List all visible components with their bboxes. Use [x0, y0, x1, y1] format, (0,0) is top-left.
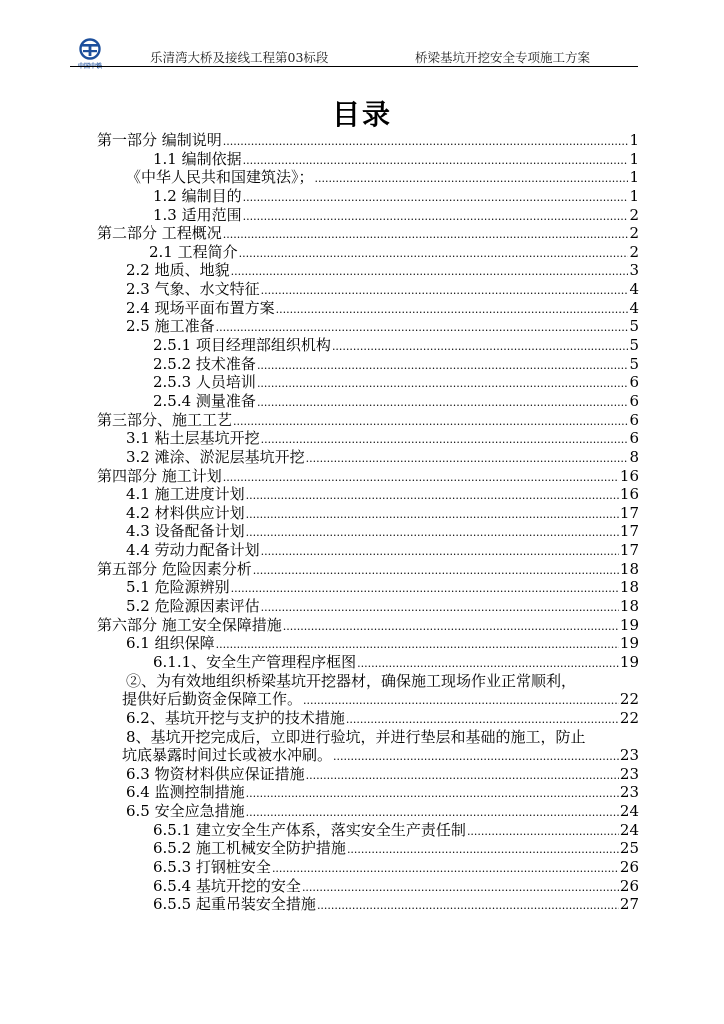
- toc-entry-text: 1.1 编制依据: [153, 149, 242, 168]
- header-divider: [70, 66, 638, 67]
- toc-entry-text: 6.5 安全应急措施: [126, 802, 245, 821]
- toc-page-number: 18: [619, 597, 639, 616]
- toc-entry[interactable]: [97, 411, 639, 430]
- toc-leader: [223, 226, 629, 245]
- toc-leader: [283, 618, 619, 637]
- toc-page-number: 19: [619, 652, 639, 671]
- toc-entry-text: 6.3 物资材料供应保证措施: [126, 764, 305, 783]
- toc-entry-text: 6.5.4 基坑开挖的安全: [153, 876, 301, 895]
- toc-entry-text: 2.3 气象、水文特征: [126, 280, 260, 299]
- toc-entry-text: 4.4 劳动力配备计划: [126, 541, 260, 560]
- toc-entry-text: 第五部分 危险因素分析: [97, 559, 252, 578]
- toc-page-number: 18: [619, 559, 639, 578]
- toc-entry[interactable]: [97, 336, 639, 355]
- toc-page-number: 22: [619, 708, 639, 727]
- toc-page-number: 17: [619, 541, 639, 560]
- toc-entry-text: 坑底暴露时间过长或被水冲刷。: [122, 746, 333, 765]
- toc-entry[interactable]: [97, 467, 639, 486]
- toc-page-number: 6: [629, 410, 639, 429]
- toc-leader: [246, 506, 619, 525]
- toc-leader: [357, 655, 619, 674]
- toc-entry-text: 2.4 现场平面布置方案: [126, 298, 275, 317]
- toc-page-number: 24: [619, 802, 639, 821]
- toc-entry[interactable]: [97, 522, 639, 541]
- toc-entry-text: 6.5.2 施工机械安全防护措施: [153, 839, 346, 858]
- toc-entry[interactable]: [97, 821, 639, 840]
- toc-page-number: 22: [619, 690, 639, 709]
- toc-entry[interactable]: [97, 616, 639, 635]
- toc-page-number: 3: [629, 261, 639, 280]
- toc-leader: [257, 375, 629, 394]
- toc-leader: [257, 394, 629, 413]
- toc-entry[interactable]: [97, 560, 639, 579]
- toc-page-number: 4: [629, 280, 639, 299]
- toc-page-number: 5: [629, 354, 639, 373]
- toc-leader: [231, 263, 629, 282]
- toc-leader: [239, 245, 629, 264]
- toc-page-number: 1: [629, 168, 639, 187]
- toc-page-number: 23: [619, 783, 639, 802]
- toc-entry-text: 6.5.5 起重吊装安全措施: [153, 895, 316, 914]
- toc-entry[interactable]: [97, 746, 639, 765]
- toc-page-number: 18: [619, 578, 639, 597]
- toc-leader: [272, 860, 619, 879]
- toc-leader: [243, 189, 629, 208]
- toc-leader: [261, 543, 619, 562]
- toc-entry-text: 2.5.4 测量准备: [153, 391, 256, 410]
- toc-entry-text: 2.1 工程简介: [149, 242, 238, 261]
- toc-entry[interactable]: [97, 317, 639, 336]
- toc-leader: [261, 282, 629, 301]
- toc-page-number: 6: [629, 373, 639, 392]
- toc-entry[interactable]: [97, 131, 639, 150]
- toc-page-number: 5: [629, 336, 639, 355]
- toc-entry-text: 第六部分 施工安全保障措施: [97, 615, 282, 634]
- toc-leader: [303, 692, 619, 711]
- toc-leader: [223, 469, 619, 488]
- toc-entry-text: 《中华人民共和国建筑法》；: [126, 168, 314, 187]
- toc-entry-text: 5.1 危险源辨别: [126, 578, 230, 597]
- toc-entry[interactable]: [97, 373, 639, 392]
- toc-entry-text: 4.2 材料供应计划: [126, 503, 245, 522]
- toc-entry[interactable]: [97, 187, 639, 206]
- toc-entry[interactable]: [97, 150, 639, 169]
- toc-entry-text: 4.3 设备配备计划: [126, 522, 245, 541]
- project-name: 乐清湾大桥及接线工程第03标段: [150, 50, 329, 65]
- toc-leader: [231, 580, 619, 599]
- toc-entry[interactable]: [97, 485, 639, 504]
- toc-leader: [257, 357, 629, 376]
- toc-page-number: 26: [619, 857, 639, 876]
- toc-page-number: 16: [619, 466, 639, 485]
- toc-entry[interactable]: [97, 448, 639, 467]
- toc-page-number: 5: [629, 317, 639, 336]
- toc-entry-text: 第四部分 施工计划: [97, 466, 222, 485]
- toc-page-number: 1: [629, 186, 639, 205]
- toc-leader: [306, 450, 629, 469]
- toc-entry-text: 6.4 监测控制措施: [126, 783, 245, 802]
- toc-entry-text: 6.1.1、安全生产管理程序框图: [153, 652, 357, 671]
- page-title: 目录: [331, 98, 392, 131]
- toc-page-number: 26: [619, 876, 639, 895]
- toc-leader: [253, 562, 619, 581]
- toc-wrapped-line: ②、为有效地组织桥梁基坑开挖器材，确保施工现场作业正常顺利，: [126, 671, 577, 690]
- toc-entry-text: 提供好后勤资金保障工作。: [122, 690, 303, 709]
- toc-page-number: 24: [619, 820, 639, 839]
- toc-entry[interactable]: [97, 355, 639, 374]
- toc-entry-text: 2.5.3 人员培训: [153, 373, 256, 392]
- toc-entry[interactable]: [97, 895, 639, 914]
- page-header: [70, 38, 638, 66]
- toc-leader: [347, 841, 619, 860]
- toc-leader: [276, 301, 629, 320]
- toc-page-number: 1: [629, 149, 639, 168]
- toc-leader: [261, 431, 629, 450]
- toc-leader: [317, 897, 619, 916]
- toc-entry-text: 2.5 施工准备: [126, 317, 215, 336]
- toc-entry[interactable]: [97, 858, 639, 877]
- toc-leader: [223, 133, 629, 152]
- toc-entry[interactable]: [97, 299, 639, 318]
- toc-page-number: 17: [619, 522, 639, 541]
- toc-entry-text: 4.1 施工进度计划: [126, 485, 245, 504]
- toc-leader: [346, 711, 619, 730]
- logo-icon: [70, 38, 110, 62]
- toc-wrapped-line: 8、基坑开挖完成后，立即进行验坑，并进行垫层和基础的施工，防止: [126, 727, 586, 746]
- toc-entry[interactable]: [97, 578, 639, 597]
- toc-entry-text: 2.5.1 项目经理部组织机构: [153, 336, 331, 355]
- toc-entry-text: 2.2 地质、地貌: [126, 261, 230, 280]
- toc-page-number: 16: [619, 485, 639, 504]
- toc-entry[interactable]: [97, 261, 639, 280]
- toc-entry-text: 1.3 适用范围: [153, 205, 242, 224]
- toc-page-number: 8: [629, 447, 639, 466]
- toc-entry[interactable]: [97, 877, 639, 896]
- toc-entry-text: 第二部分 工程概况: [97, 224, 222, 243]
- toc-page-number: 23: [619, 746, 639, 765]
- toc-entry-text: 第三部分、施工工艺: [97, 410, 233, 429]
- toc-leader: [332, 338, 629, 357]
- toc-leader: [467, 823, 619, 842]
- toc-entry[interactable]: [97, 392, 639, 411]
- toc-page-number: 1: [629, 131, 639, 149]
- toc-page-number: 19: [619, 615, 639, 634]
- toc-page-number: 2: [629, 242, 639, 261]
- toc-entry[interactable]: [97, 690, 639, 709]
- toc-entry-text: 第一部分 编制说明: [97, 131, 222, 149]
- toc-entry-text: 3.1 粘土层基坑开挖: [126, 429, 260, 448]
- toc-entry[interactable]: [97, 634, 639, 653]
- toc-entry-text: 2.5.2 技术准备: [153, 354, 256, 373]
- toc-entry[interactable]: [97, 802, 639, 821]
- toc-leader: [246, 487, 619, 506]
- toc-entry[interactable]: [97, 224, 639, 243]
- toc-entry[interactable]: [97, 597, 639, 616]
- toc-leader: [243, 208, 629, 227]
- toc-leader: [246, 524, 619, 543]
- document-name: 桥梁基坑开挖安全专项施工方案: [414, 50, 590, 65]
- toc-leader: [246, 785, 619, 804]
- toc-entry-text: 6.2、基坑开挖与支护的技术措施: [126, 708, 345, 727]
- toc-leader: [233, 413, 628, 432]
- toc-entry[interactable]: [97, 653, 639, 672]
- toc-page-number: 27: [619, 895, 639, 914]
- toc-leader: [302, 879, 619, 898]
- company-logo: [70, 38, 110, 66]
- toc-page-number: 17: [619, 503, 639, 522]
- toc-page-number: 23: [619, 764, 639, 783]
- toc-entry[interactable]: [97, 280, 639, 299]
- toc-entry[interactable]: [97, 765, 639, 784]
- toc-page-number: 6: [629, 429, 639, 448]
- toc-entry-text: 5.2 危险源因素评估: [126, 597, 260, 616]
- toc-page-number: 4: [629, 298, 639, 317]
- toc-entry[interactable]: [97, 709, 639, 728]
- toc-page-number: 2: [629, 224, 639, 243]
- toc-entry-text: 6.5.3 打钢桩安全: [153, 857, 271, 876]
- toc-entry-text: 6.1 组织保障: [126, 634, 215, 653]
- toc-leader: [333, 748, 619, 767]
- toc-entry[interactable]: [97, 541, 639, 560]
- toc-entry[interactable]: [97, 168, 639, 187]
- table-of-contents: [97, 131, 639, 914]
- toc-entry-text: 1.2 编制目的: [153, 186, 242, 205]
- toc-entry[interactable]: [97, 839, 639, 858]
- toc-page-number: 6: [629, 391, 639, 410]
- toc-entry-text: 3.2 滩涂、淤泥层基坑开挖: [126, 447, 305, 466]
- toc-entry[interactable]: [97, 504, 639, 523]
- toc-entry-text: 6.5.1 建立安全生产体系，落实安全生产责任制: [153, 820, 466, 839]
- toc-entry[interactable]: [97, 783, 639, 802]
- toc-leader: [315, 170, 629, 189]
- toc-page-number: 2: [629, 205, 639, 224]
- toc-entry[interactable]: [97, 206, 639, 225]
- toc-entry[interactable]: [97, 429, 639, 448]
- toc-page-number: 25: [619, 839, 639, 858]
- toc-entry[interactable]: [97, 243, 639, 262]
- toc-leader: [261, 599, 619, 618]
- toc-leader: [306, 767, 619, 786]
- toc-page-number: 19: [619, 634, 639, 653]
